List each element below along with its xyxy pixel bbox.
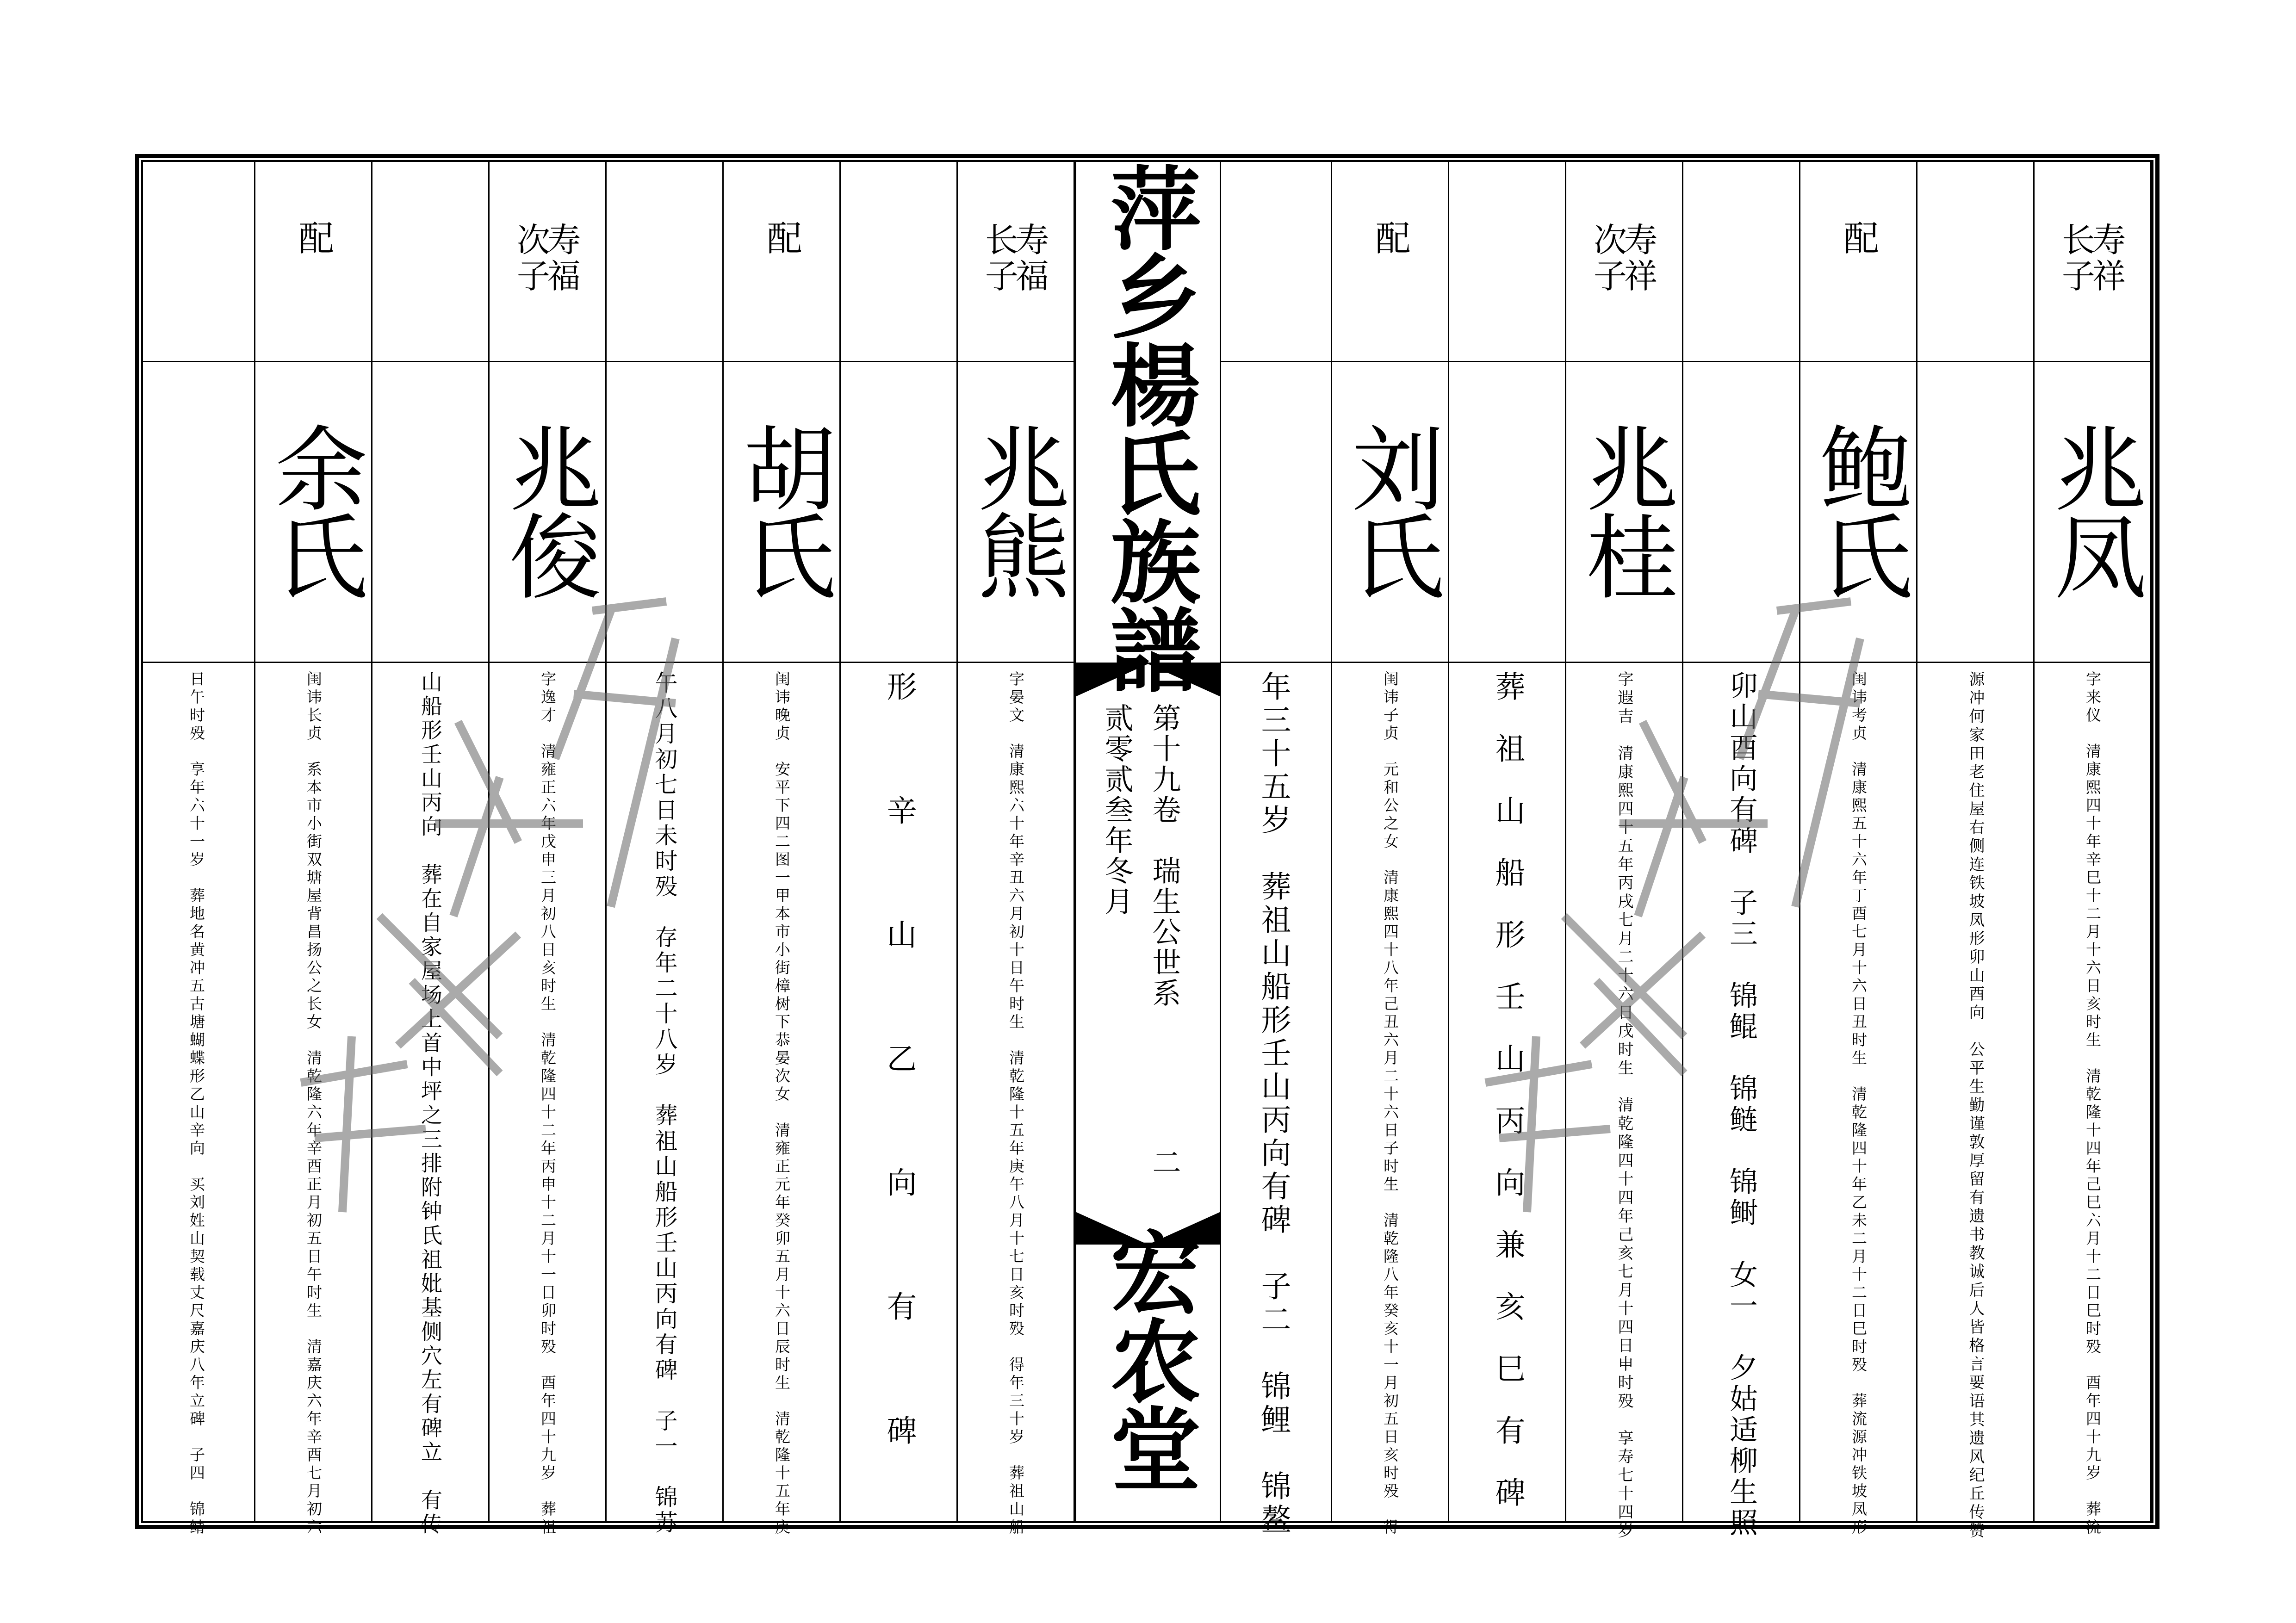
genealogy-column [138,162,255,1537]
spine [1076,162,1220,1521]
biography-text: 闺讳晚贞 安平下四二图一甲本市小街樟树下恭晏次女 清雍正元年癸卯五月十六日辰时生 清乾隆十五年庚 [773,671,791,1537]
biography-text: 卯山酉向有碑 子三 锦鲲 锦鲢 锦鲥 女一 夕姑适柳生照 [1725,671,1758,1539]
member-name: 胡氏 [728,421,836,597]
genealogy-column [724,162,841,1537]
relation-label: 配 [293,220,334,252]
volume-label: 第十九卷 瑞生公世系 [1148,703,1181,1009]
biography-text: 源冲何家田老住屋右侧连铁坡凤形卯山酉向 公平生勤谨敦厚留有遗书教诚后人皆格言要语其遗风纪丘传赞 [1966,671,1985,1541]
genealogy-column [1800,162,1917,1537]
biography-text: 闺讳子贞 元和公之女 清康熙四十八年己丑六月二十六日子时生 清乾隆八年癸亥十一月初五日亥时殁 得 [1381,671,1399,1537]
genealogy-column [2035,162,2152,1537]
member-name: 兆熊 [962,421,1070,597]
biography-text: 葬祖山船形壬山丙向兼亥巳有碑 [1490,671,1525,1539]
biography-text: 日午时殁 享年六十一岁 葬地名黄冲五古塘蝴蝶形乙山辛向 买刘姓山契载丈尺嘉庆八年立碑 子四 锦鲭 [187,671,205,1537]
relation-label: 次寿 子福 [516,221,578,296]
hall-name: 宏农堂 [1095,1226,1201,1491]
genealogy-column [958,162,1075,1537]
relation-label: 配 [761,220,802,252]
biography-text: 字晏文 清康熙六十年辛丑六月初十日午时生 清乾隆十五年庚午八月十七日亥时殁 得年三十岁 葬祖山船 [1007,671,1025,1537]
genealogy-column [372,162,490,1537]
genealogy-column [1917,162,2035,1541]
biography-text: 年三十五岁 葬祖山船形壬山丙向有碑 子二 锦鲤 锦鳌 [1256,671,1291,1537]
genealogy-column [1449,162,1566,1539]
spine-right-rule [1220,162,1221,1521]
genealogy-column [607,162,724,1536]
biography-text: 山船形壬山丙向 葬在自家屋场上首中坪之三排附钟氏祖妣基侧穴左有碑立 有传 [418,671,443,1537]
relation-label: 长寿 子福 [985,221,1047,296]
biography-text: 字遐吉 清康熙四十五年丙戌七月二十六日戌时生 清乾隆四十四年己亥七月十四日申时殁 享寿七十四岁 [1615,671,1633,1541]
relation-label: 长寿 子祥 [2061,221,2123,296]
date-label: 贰零贰叁年冬月 [1100,703,1134,917]
page-number: 二 [1148,1147,1181,1176]
genealogy-column [490,162,607,1537]
relation-label: 配 [1838,220,1879,252]
spine-left-rule [1075,162,1076,1521]
genealogy-column [1683,162,1800,1539]
member-name: 鲍氏 [1805,421,1912,597]
genealogy-column [1566,162,1683,1541]
member-name: 兆俊 [494,421,602,597]
genealogy-column [255,162,372,1537]
member-name: 余氏 [260,421,367,597]
member-name: 兆桂 [1570,421,1678,597]
biography-text: 闺讳长贞 系本市小街双塘屋背昌扬公之长女 清乾隆六年辛酉正月初五日午时生 清嘉庆六年辛酉七月初六 [304,671,323,1537]
biography-text: 字来仪 清康熙四十年辛巳十二月十六日亥时生 清乾隆十四年己巳六月十二日巳时殁 酉年四十九岁 葬流 [2084,671,2102,1537]
member-name: 刘氏 [1336,421,1444,597]
biography-text: 形辛山乙向有碑 [881,671,916,1539]
member-name: 兆凤 [2039,421,2147,597]
relation-label: 配 [1370,220,1411,252]
genealogy-column [841,162,958,1539]
biography-text: 午八月初七日未时殁 存年二十八岁 葬祖山船形壬山丙向有碑 子一 锦苏 [652,671,678,1536]
page-title: 萍乡楊氏族譜 [1095,162,1201,692]
biography-text: 闺讳考贞 清康熙五十六年丁酉七月十六日丑时生 清乾隆四十年乙未二月十二日巳时殁 葬流源冲铁坡凤形 [1849,671,1868,1537]
genealogy-column [1215,162,1332,1537]
genealogy-column [1332,162,1449,1537]
biography-text: 字逸才 清雍正六年戊申三月初八日亥时生 清乾隆四十二年丙申十二月十一日卯时殁 酉年四十九岁 葬祖 [539,671,557,1537]
relation-label: 次寿 子祥 [1593,221,1655,296]
